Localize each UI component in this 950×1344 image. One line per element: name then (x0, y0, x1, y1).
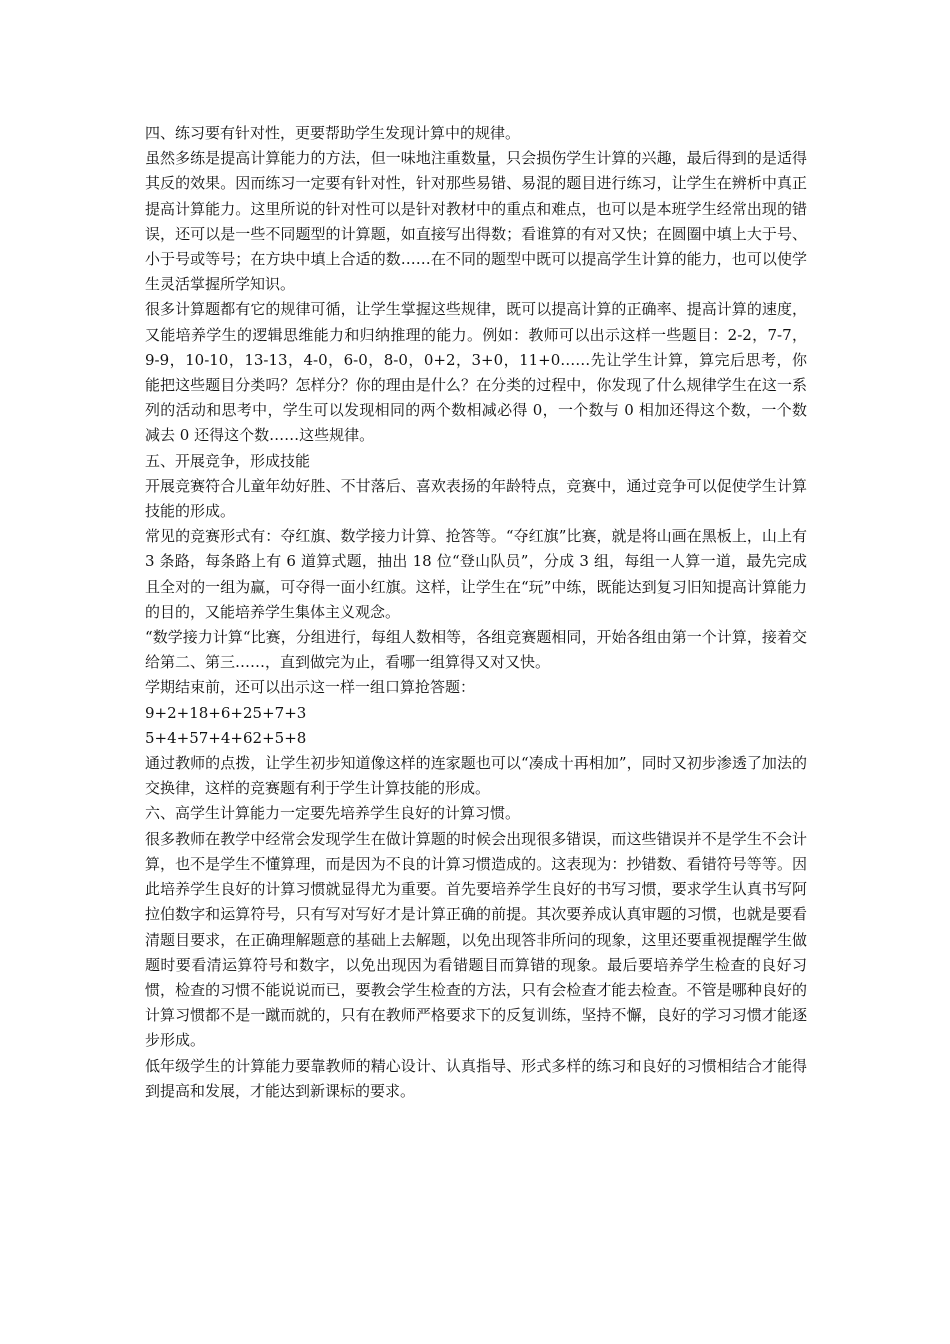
math-expression-2: 5+4+57+4+62+5+8 (145, 728, 307, 747)
document-body (145, 121, 807, 1104)
paragraph-competition-intro: 开展竞赛符合儿童年幼好胜、不甘落后、喜欢表扬的年龄特点，竞赛中，通过竞争可以促使学生计算技能的形成。 (145, 476, 807, 521)
paragraph-calculation-habits: 很多教师在教学中经常会发现学生在做计算题的时候会出现很多错误，而这些错误并不是学生不会计算，也不是学生不懂算理，而是因为不良的计算习惯造成的。这表现为：抄错数、看错符号等等。因此培养学生良好的计算习惯就显得尤为重要。首先要培养学生良好的书写习惯，要求学生认真书写阿拉伯数字和运算符号，只有写对写好才是计算正确的前提。其次要养成认真审题的习惯，也就是要看清题目要求，在正确理解题意的基础上去解题，以免出现答非所问的现象，这里还要重视提醒学生做题时要看清运算符号和数字，以免出现因为看错题目而算错的现象。最后要培养学生检查的良好习惯，检查的习惯不能说说而已，要教会学生检查的方法，只有会检查才能去检查。不管是哪种良好的计算习惯都不是一蹴而就的，只有在教师严格要求下的反复训练，坚持不懈，良好的学习习惯才能逐步形成。 (145, 829, 807, 1050)
math-expression-1: 9+2+18+6+25+7+3 (145, 703, 307, 722)
paragraph-targeted-practice: 虽然多练是提高计算能力的方法，但一味地注重数量，只会损伤学生计算的兴趣，最后得到的是适得其反的效果。因而练习一定要有针对性，针对那些易错、易混的题目进行练习，让学生在辨析中真正提高计算能力。这里所说的针对性可以是针对教材中的重点和难点，也可以是本班学生经常出现的错误，还可以是一些不同题型的计算题，如直接写出得数；看谁算的有对又快；在圆圈中填上大于号、小于号或等号；在方块中填上合适的数……在不同的题型中既可以提高学生计算的能力，也可以使学生灵活掌握所学知识。 (145, 149, 807, 294)
paragraph-competition-forms: 常见的竞赛形式有：夺红旗、数学接力计算、抢答等。“夺红旗”比赛，就是将山画在黑板上，山上有 3 条路，每条路上有 6 道算式题，抽出 18 位“登山队员”，分成 3 组，每组一人算一道，最先完成且全对的一组为赢，可夺得一面小红旗。这样，让学生在“玩”中练，既能达到复习旧知提高计算能力的目的，又能培养学生集体主义观念。 (145, 527, 807, 621)
paragraph-calculation-rules: 很多计算题都有它的规律可循，让学生掌握这些规律，既可以提高计算的正确率、提高计算的速度，又能培养学生的逻辑思维能力和归纳推理的能力。例如：教师可以出示这样一些题目：2-2，7-7，9-9，10-10，13-13，4-0，6-0，8-0，0+2，3+0，11+0……先让学生计算，算完后思考，你能把这些题目分类吗？怎样分？你的理由是什么？在分类的过程中，你发现了什么规律学生在这一系列的活动和思考中，学生可以发现相同的两个数相减必得 0，一个数与 0 相加还得这个数，一个数减去 0 还得这个数……这些规律。 (145, 300, 807, 445)
paragraph-relay-calculation: “数学接力计算“比赛，分组进行，每组人数相等，各组竞赛题相同，开始各组由第一个计算，接着交给第二、第三……，直到做完为止，看哪一组算得又对又快。 (145, 628, 807, 672)
paragraph-teacher-guidance: 通过教师的点拨，让学生初步知道像这样的连家题也可以“凑成十再相加”，同时又初步渗透了加法的交换律，这样的竞赛题有利于学生计算技能的形成。 (145, 754, 807, 798)
section-heading-5: 五、开展竞争，形成技能 (145, 451, 311, 470)
section-heading-6: 六、高学生计算能力一定要先培养学生良好的计算习惯。 (145, 804, 521, 823)
paragraph-end-of-term: 学期结束前，还可以出示这一样一组口算抢答题： (145, 678, 476, 697)
section-heading-4: 四、练习要有针对性，更要帮助学生发现计算中的规律。 (145, 124, 521, 142)
paragraph-conclusion: 低年级学生的计算能力要靠教师的精心设计、认真指导、形式多样的练习和良好的习惯相结合才能得到提高和发展，才能达到新课标的要求。 (145, 1056, 807, 1100)
